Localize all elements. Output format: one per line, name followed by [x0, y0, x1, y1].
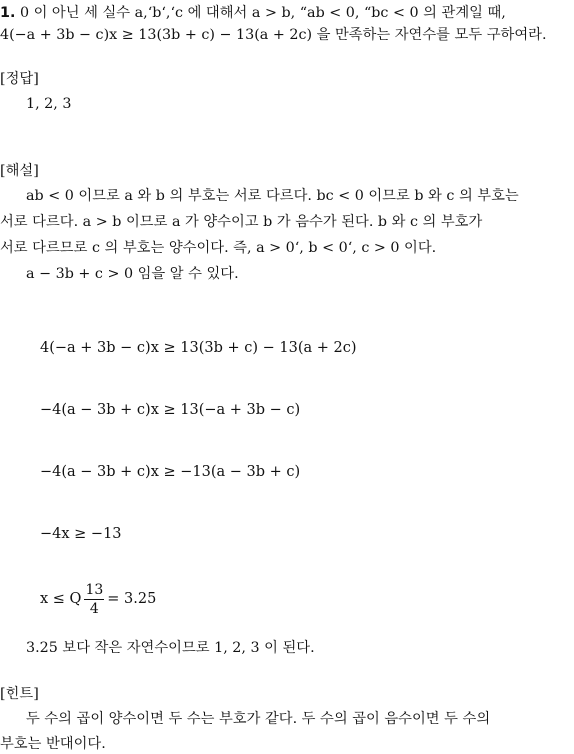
equation-1: 4(−a + 3b − c)x ≥ 13(3b + c) − 13(a + 2c): [40, 340, 357, 356]
equation-final: [40, 579, 156, 619]
problem-line-2: 4(−a + 3b − c)x ≥ 13(3b + c) − 13(a + 2c) 을 만족하는 자연수를 모두 구하여라.: [0, 27, 547, 43]
equation-3: −4(a − 3b + c)x ≥ −13(a − 3b + c): [40, 464, 301, 480]
equation-final-suffix: = 3.25: [107, 591, 157, 607]
fraction-denominator: 4: [89, 600, 99, 617]
fraction: [84, 581, 104, 618]
equation-4: −4x ≥ −13: [40, 526, 122, 542]
problem-text-1: 0 이 아닌 세 실수 a,‘b‘,‘c 에 대해서 a > b, “ab < 0, “bc < 0 의 관계일 때,: [19, 5, 506, 21]
fraction-numerator: 13: [85, 581, 104, 598]
solution-line-2: 서로 다르다. a > b 이므로 a 가 양수이고 b 가 음수가 된다. b 와 c 의 부호가: [0, 214, 483, 230]
answer-text: 1, 2, 3: [26, 96, 72, 112]
solution-line-3: 서로 다르므로 c 의 부호는 양수이다. 즉, a > 0‘, b < 0‘, c > 0 이다.: [0, 240, 437, 256]
solution-header: [해설]: [0, 163, 39, 179]
solution-line-4: a − 3b + c > 0 임을 알 수 있다.: [26, 266, 239, 282]
equation-final-prefix: x ≤ Q: [40, 591, 82, 607]
problem-line-1: [0, 3, 506, 23]
solution-conclusion: 3.25 보다 작은 자연수이므로 1, 2, 3 이 된다.: [26, 640, 315, 656]
problem-number: 1.: [0, 5, 16, 21]
solution-line-1: ab < 0 이므로 a 와 b 의 부호는 서로 다르다. bc < 0 이므로 b 와 c 의 부호는: [26, 188, 519, 204]
answer-header: [정답]: [0, 71, 39, 87]
hint-line-2: 부호는 반대이다.: [0, 736, 106, 752]
hint-header: [힌트]: [0, 686, 39, 702]
equation-2: −4(a − 3b + c)x ≥ 13(−a + 3b − c): [40, 402, 301, 418]
hint-line-1: 두 수의 곱이 양수이면 두 수는 부호가 같다. 두 수의 곱이 음수이면 두 수의: [26, 711, 491, 727]
